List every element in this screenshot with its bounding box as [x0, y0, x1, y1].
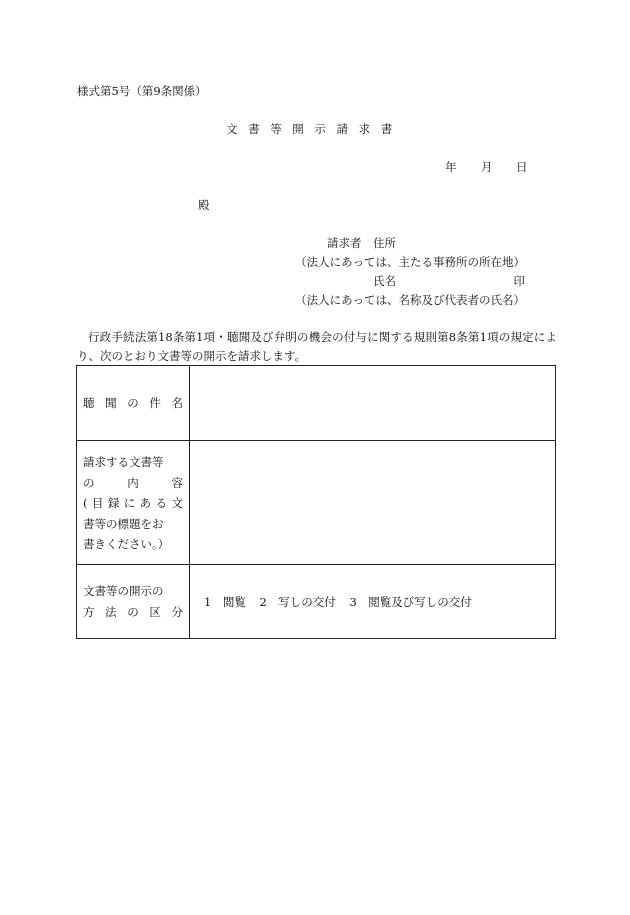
hearing-subject-label	[77, 366, 190, 441]
request-body-text: 行政手続法第18条第1項・聴聞及び弁明の機会の付与に関する規則第8条第1項の規定により、次のとおり文書等の開示を請求します。	[77, 330, 557, 363]
label-char: 区	[149, 604, 161, 619]
name-note: （法人にあっては、名称及び代表者の氏名）	[295, 293, 525, 307]
label-line	[83, 473, 183, 494]
label-char: 方	[83, 604, 95, 619]
label-char: 目	[91, 496, 104, 511]
label-line: 書きください。）	[83, 537, 170, 552]
hearing-subject-field[interactable]	[190, 366, 556, 441]
option-view[interactable]: 1 閲覧	[204, 594, 246, 609]
addressee-honorific: 殿	[198, 198, 210, 212]
request-table	[76, 365, 556, 639]
address-label: 住所	[373, 236, 396, 250]
date-year-label: 年	[445, 160, 457, 174]
form-title: 文書等開示請求書	[226, 122, 403, 136]
label-char: に	[123, 496, 136, 511]
document-content-field[interactable]	[190, 441, 556, 565]
label-char: 件	[149, 395, 161, 410]
form-number-label: 様式第5号（第9条関係）	[77, 84, 207, 98]
label-line: 文書等の開示の	[83, 584, 164, 598]
document-content-label	[77, 441, 190, 565]
label-char: 聴	[83, 395, 95, 410]
label-char: の	[83, 475, 95, 490]
table-row-method	[77, 565, 556, 639]
label-char: の	[127, 395, 139, 410]
name-label: 氏名	[373, 274, 396, 288]
date-month-label: 月	[481, 160, 493, 174]
label-char: (	[83, 496, 88, 511]
option-copy[interactable]: 2 写しの交付	[259, 594, 336, 609]
date-day-label: 日	[516, 160, 528, 174]
label-char: 法	[105, 604, 117, 619]
disclosure-method-options	[190, 565, 556, 639]
label-line	[83, 493, 183, 514]
label-char: 文	[171, 496, 183, 511]
label-char: 内	[127, 475, 139, 490]
seal-label: 印	[513, 274, 525, 288]
label-line: 書等の標題をお	[83, 516, 164, 531]
address-note: （法人にあっては、主たる事務所の所在地）	[295, 255, 525, 269]
disclosure-method-label	[77, 565, 190, 639]
label-char: 聞	[105, 395, 117, 410]
label-char: 分	[171, 604, 183, 619]
label-char: 容	[171, 475, 183, 490]
label-line: 請求する文書等	[83, 455, 164, 470]
table-row-documents	[77, 441, 556, 565]
label-char: 録	[107, 496, 120, 511]
label-char: の	[127, 604, 139, 619]
label-char: る	[155, 496, 168, 511]
option-view-and-copy[interactable]: 3 閲覧及び写しの交付	[349, 594, 472, 609]
label-char: あ	[139, 496, 152, 511]
label-char: 名	[171, 395, 183, 410]
requester-label: 請求者	[327, 236, 362, 250]
label-line	[83, 602, 183, 623]
table-row-subject	[77, 366, 556, 441]
